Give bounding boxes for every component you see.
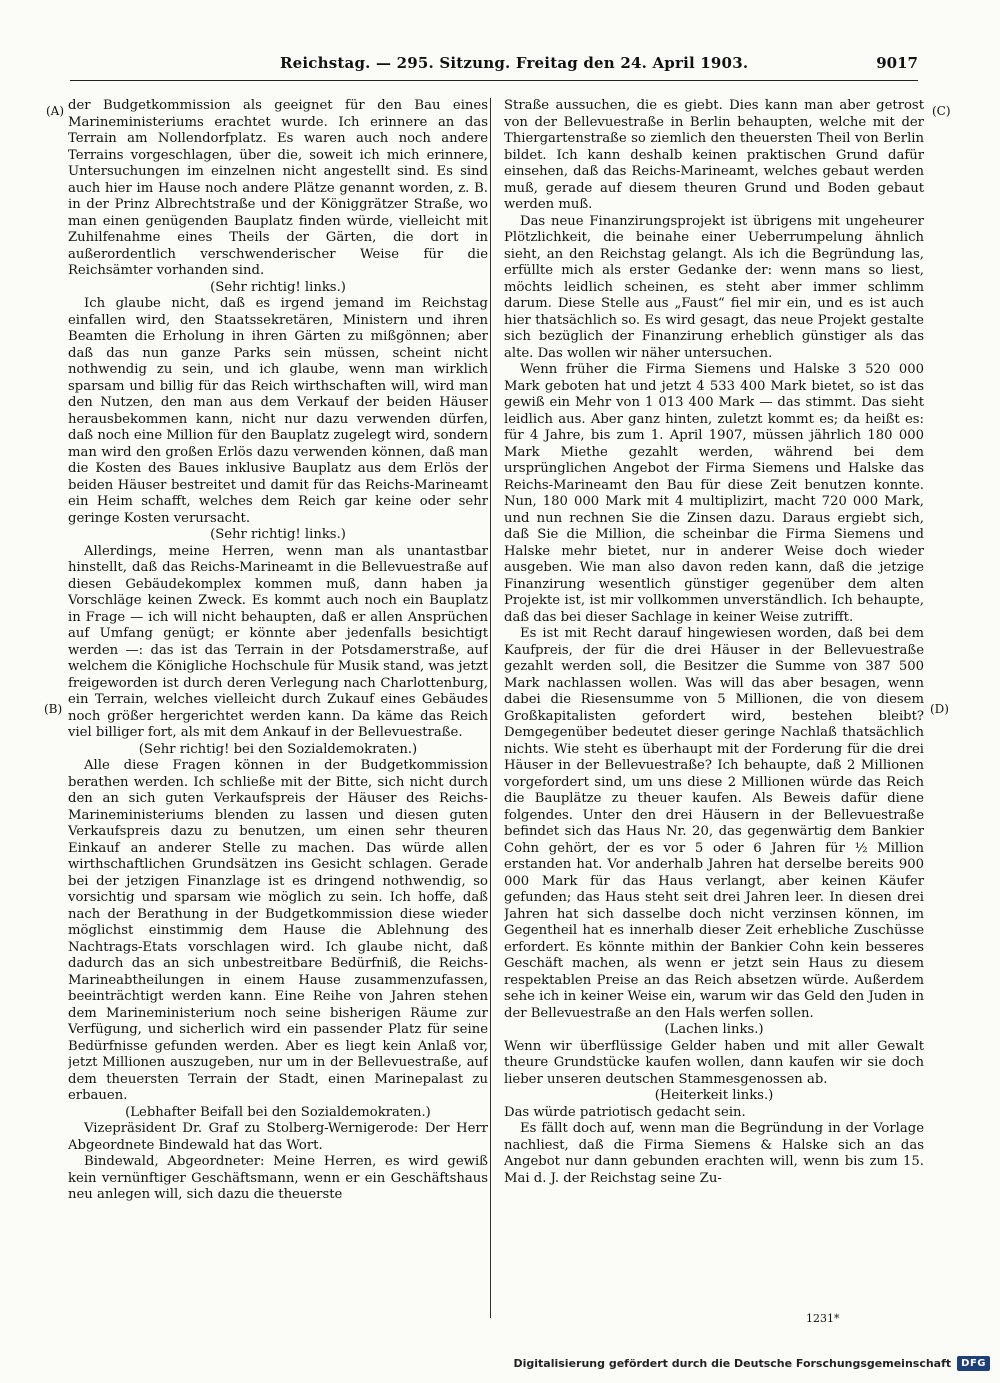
header-title: Reichstag. — 295. Sitzung. Freitag den 24. April 1903. [280,54,749,72]
paragraph: Das würde patriotisch gedacht sein. [504,1104,746,1120]
paragraph: Straße aussuchen, die es giebt. Dies kann man aber getrost von der Bellevuestraße in Berlin behaupten, welche mit der Thiergartenstraße so ziemlich den theuersten Theil von Berlin bildet. Ich kann deshalb keinen praktischen Grund dafür einsehen, daß das Reichs-Marineamt, welches gebaut werden muß, gerade auf diesem theuren Grund und Boden gebaut werden muß. [504,98,924,212]
interjection: (Sehr richtig! links.) [210,279,346,295]
signature-mark: 1231* [806,1312,840,1325]
margin-marker-b: (B) [44,702,63,716]
page-number: 9017 [876,54,918,72]
paragraph: Es fällt doch auf, wenn man die Begründung in der Vorlage nachliest, daß die Firma Siemens & Halske sich an das Angebot nur dann gebunden erachten will, wenn bis zum 15. Mai d. J. der Reichstag seine Zu- [504,1121,924,1186]
paragraph: Es ist mit Recht darauf hingewiesen worden, daß bei dem Kaufpreis, der für die drei Häuser in der Bellevuestraße gezahlt werden soll, die Besitzer die Summe von 387 500 Mark nachlassen wollen. Was will das aber besagen, wenn dabei die Riesensumme von 5 Millionen, die von diesem Großkapitalisten gefordert wird, bestehen bleibt? Demgegenüber bedeutet dieser geringe Nachlaß thatsächlich nichts. Wie steht es überhaupt mit der Forderung für die drei Häuser in der Bellevuestraße? Ich behaupte, daß 2 Millionen vorgefordert sind, um uns diese 2 Millionen würde das Reich die Bauplätze zu theuer kaufen. Als Beweis dafür diene folgendes. Unter den drei Häusern in der Bellevuestraße befindet sich das Haus Nr. 20, das gegenwärtig dem Bankier Cohn gehört, der es vor 5 oder 6 Jahren für ½ Million erstanden hat. Vor anderhalb Jahren hat derselbe bereits 900 000 Mark für das Haus verlangt, aber keinen Käufer gefunden; das Haus steht seit drei Jahren leer. In diesen drei Jahren hat sich dasselbe doch nicht verzinsen können, im Gegentheil hat es innerhalb dieser Zeit erhebliche Zuschüsse erfordert. Es könnte mithin der Bankier Cohn kein besseres Geschäft machen, als wenn er jetzt sein Haus zu diesem respektablen Preise an das Reich absetzen würde. Außerdem sehe ich in keiner Weise ein, warum wir das Geld den Juden in der Bellevuestraße an den Hals werfen sollen. [504,626,924,1021]
paragraph: Ich glaube nicht, daß es irgend jemand im Reichstag einfallen wird, den Staatssekretären, Ministern und ihren Beamten die Erholung in ihren Gärten zu mißgönnen; aber daß das nun ganze Parks sein müssen, scheint nicht nothwendig zu sein, und ich glaube, wenn man wirklich sparsam und billig für das Reich wirthschaften will, wird man den Nutzen, den man aus dem Verkauf der beiden Häuser herausbekommen kann, nicht nur dazu verwenden dürfen, daß noch eine Million für den Bauplatz zugelegt wird, sondern man wird den großen Erlös dazu verwenden können, daß man die Kosten des Baues inklusive Bauplatz aus dem Erlös der beiden Häuser bestreitet und damit für das Reichs-Marineamt ein Heim schafft, welches dem Reich gar keine oder sehr geringe Kosten verursacht. [68,296,488,526]
footer-text: Digitalisierung gefördert durch die Deutsche Forschungsgemeinschaft [513,1356,952,1370]
interjection: (Sehr richtig! links.) [210,527,346,542]
speaker-paragraph: Vizepräsident Dr. Graf zu Stolberg-Wernigerode: Der Herr Abgeordnete Bindewald hat das Wort. [68,1121,488,1153]
page-header [70,54,918,78]
margin-marker-a: (A) [46,104,65,118]
speaker-paragraph: Bindewald, Abgeordneter: Meine Herren, es wird gewiß kein vernünftiger Geschäftsmann, wenn er ein Geschäftshaus neu anlegen will, sich dazu die theuerste [68,1154,488,1202]
paragraph: Allerdings, meine Herren, wenn man als unantastbar hinstellt, daß das Reichs-Marineamt in die Bellevuestraße auf diesen Gebäudekomplex kommen muß, dann haben ja Vorschläge keinen Zweck. Es kommt auch noch ein Bauplatz in Frage — ich will nicht behaupten, daß er allen Ansprüchen auf Umfang genügt; er könnte aber jedenfalls besichtigt werden —: das ist das Terrain in der Potsdamerstraße, auf welchem die Königliche Hochschule für Musik stand, was jetzt freigeworden ist durch deren Verlegung nach Charlottenburg, ein Terrain, welches vielleicht durch Zukauf eines Gebäudes noch größer hergerichtet werden kann. Da käme das Reich viel billiger fort, als mit dem Ankauf in der Bellevuestraße. [68,543,488,740]
paragraph: Alle diese Fragen können in der Budgetkommission berathen werden. Ich schließe mit der Bitte, sich nicht durch den an sich guten Verkaufspreis der Häuser des Reichs-Marineministeriums blenden zu lassen und diesen guten Verkaufspreis dazu zu benutzen, um einen sehr theuren Einkauf an anderer Stelle zu machen. Das würde allen wirthschaftlichen Grundsätzen ins Gesicht schlagen. Gerade bei der jetzigen Finanzlage ist es dringend nothwendig, so vorsichtig und sparsam wie möglich zu sein. Ich hoffe, daß nach der Berathung in der Budgetkommission diese wieder möglichst einstimmig dem Hause die Ablehnung des Nachtrags-Etats vorschlagen wird. Ich glaube nicht, daß dadurch das an sich unbestreitbare Bedürfniß, die Reichs-Marineabtheilungen in einem Hause zusammenzufassen, beeinträchtigt werden kann. Eine Reihe von Jahren stehen dem Marineministerium noch seine bisherigen Räume zur Verfügung, und sicherlich wird ein passender Platz für seine Bedürfnisse gefunden werden. Aber es liegt kein Anlaß vor, jetzt Millionen auszugeben, nur um in der Bellevuestraße, auf dem theuersten Terrain der Stadt, einen Marinepalast zu erbauen. [68,758,488,1103]
left-column [68,98,488,1318]
interjection: (Lachen links.) [664,1022,764,1037]
dfg-logo: DFG [957,1356,990,1371]
paragraph: Das neue Finanzirungsprojekt ist übrigens mit ungeheurer Plötzlichkeit, die beinahe einer Ueberrumpelung ähnlich sieht, an den Reichstag gelangt. Als ich die Begründung las, erfüllte mich als erster Gedanke der: wenn mans so liest, möchts leidlich scheinen, es steht aber immer schlimm darum. Diese Stelle aus „Faust“ fiel mir ein, und es ist auch hier thatsächlich so. Es wird gesagt, das neue Projekt gestalte sich bezüglich der Finanzirung erheblich günstiger als das alte. Das wollen wir näher untersuchen. [504,213,924,361]
interjection: (Sehr richtig! bei den Sozialdemokraten.) [138,741,418,757]
footer [513,1353,990,1373]
interjection: (Heiterkeit links.) [654,1088,774,1103]
margin-marker-c: (C) [932,104,951,118]
right-column [504,98,924,1318]
paragraph: der Budgetkommission als geeignet für den Bau eines Marineministeriums erachtet wurde. Ich erinnere an das Terrain am Nollendorfplatz. Es waren auch noch andere Terrains vorgeschlagen, über die, soweit ich mich erinnere, Untersuchungen im einzelnen nicht angestellt sind. Es sind auch hier im Hause noch andere Plätze genannt worden, z. B. in der Prinz Albrechtstraße und der Königgrätzer Straße, wo man einen genügenden Bauplatz finden würde, vielleicht mit Zuhilfenahme eines Theils der Gärten, die dort in außerordentlich verschwenderischer Weise für die Reichsämter vorhanden sind. [68,98,488,278]
header-rule [70,80,918,81]
margin-marker-d: (D) [930,702,949,716]
interjection: (Lebhafter Beifall bei den Sozialdemokraten.) [125,1104,431,1120]
paragraph: Wenn früher die Firma Siemens und Halske 3 520 000 Mark geboten hat und jetzt 4 533 400 Mark bietet, so ist das gewiß ein Mehr von 1 013 400 Mark — das stimmt. Das sieht leidlich aus. Aber ganz hinten, zuletzt kommt es; da heißt es: für 4 Jahre, bis zum 1. April 1907, müssen jährlich 180 000 Mark Miethe gezahlt werden, während bei dem ursprünglichen Angebot der Firma Siemens und Halske das Reichs-Marineamt den Bau für diese Zeit benutzen konnte. Nun, 180 000 Mark mit 4 multiplizirt, macht 720 000 Mark, und nun rechnen Sie die Zinsen dazu. Daraus ergiebt sich, daß Sie die Million, die scheinbar die Firma Siemens und Halske mehr bietet, nur in anderer Weise doch wieder ausgeben. Wie man also davon reden kann, daß die jetzige Finanzirung wesentlich günstiger gegenüber dem alten Projekte ist, ist mir vollkommen unverständlich. Ich behaupte, daß das bei dieser Sachlage in keiner Weise zutrifft. [504,362,924,625]
paragraph: Wenn wir überflüssige Gelder haben und mit aller Gewalt theure Grundstücke kaufen wollen, dann kaufen wir sie doch lieber unseren deutschen Stammesgenossen ab. [504,1038,924,1087]
column-divider [490,98,491,1318]
